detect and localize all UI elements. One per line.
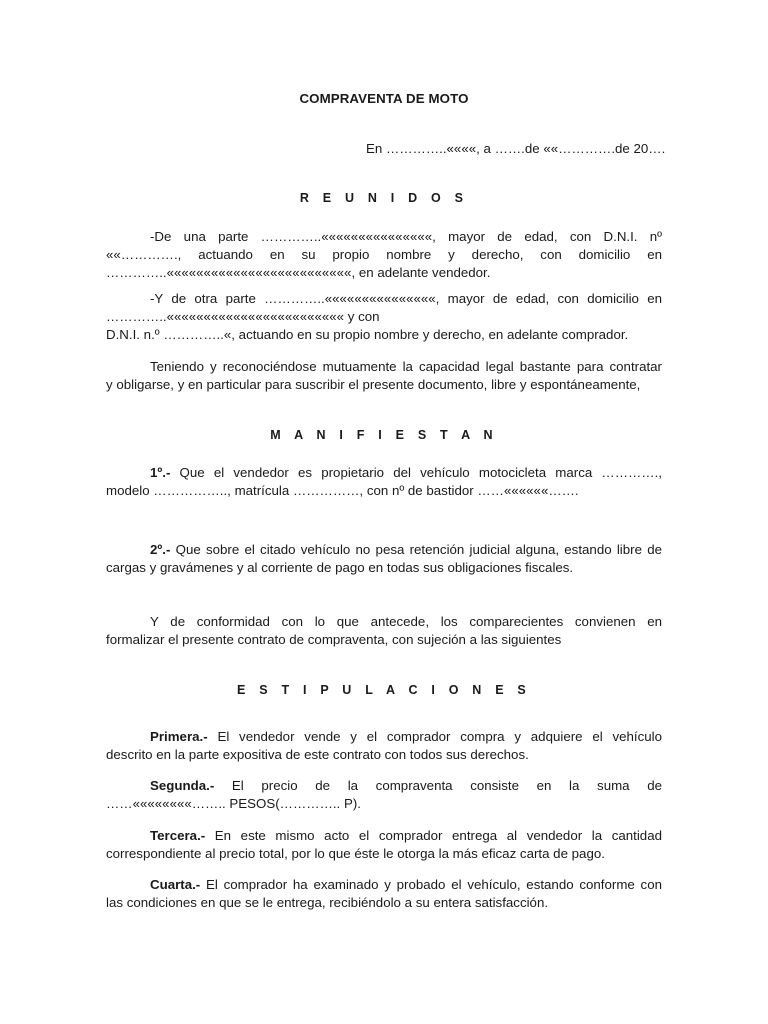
text-run: Y de conformidad con lo que antecede, los comparecientes convienen en — [150, 614, 662, 629]
paragraph-manifiesto-2 — [106, 541, 662, 577]
paragraph-estipulacion-cuarta — [106, 876, 662, 912]
section-heading-estipulaciones: E S T I P U L A C I O N E S — [237, 683, 531, 697]
text-line — [106, 541, 662, 559]
paragraph-manifiesto-1 — [106, 464, 662, 500]
clause-label: 2º.- — [150, 542, 171, 557]
paragraph-estipulacion-tercera — [106, 827, 662, 863]
text-run: ……««««««««…….. PESOS(………….. P). — [106, 796, 361, 811]
document-title: COMPRAVENTA DE MOTO — [299, 91, 469, 106]
text-line — [106, 376, 662, 394]
text-run: El vendedor vende y el comprador compra y adquiere el vehículo — [207, 729, 662, 744]
date-line: En …………..««««, a …….de ««………….de 20…. — [366, 141, 666, 156]
text-line — [106, 777, 662, 795]
text-line — [106, 290, 662, 308]
text-run: correspondiente al precio total, por lo que éste le otorga la más eficaz carta de pago. — [106, 846, 605, 861]
text-line — [106, 827, 662, 845]
paragraph-capacidad — [106, 358, 662, 394]
text-run: las condiciones en que se le entrega, recibiéndolo a su entera satisfacción. — [106, 895, 549, 910]
text-line — [106, 746, 662, 764]
text-line — [106, 482, 662, 500]
text-run: D.N.I. n.º …………..«, actuando en su propio nombre y derecho, en adelante comprador. — [106, 327, 629, 342]
clause-label: Cuarta.- — [150, 877, 201, 892]
text-run: formalizar el presente contrato de compraventa, con sujeción a las siguientes — [106, 632, 562, 647]
section-heading-manifiestan: M A N I F I E S T A N — [270, 428, 498, 442]
text-line — [106, 264, 662, 282]
text-line — [106, 894, 662, 912]
text-line — [106, 795, 662, 813]
paragraph-vendedor — [106, 228, 662, 282]
text-run: descrito en la parte expositiva de este contrato con todos sus derechos. — [106, 747, 529, 762]
text-run: Que sobre el citado vehículo no pesa retención judicial alguna, estando libre de — [170, 542, 662, 557]
text-line — [106, 308, 662, 326]
text-line — [106, 246, 662, 264]
clause-label: 1º.- — [150, 465, 171, 480]
text-run: …………..«««««««««««««««««««««««««, en adelante vendedor. — [106, 265, 491, 280]
text-run: -Y de otra parte …………..«««««««««««««««, mayor de edad, con domicilio en — [150, 291, 662, 306]
text-line — [106, 845, 662, 863]
text-run: Que el vendedor es propietario del vehículo motocicleta marca …………., — [170, 465, 662, 480]
text-line — [106, 728, 662, 746]
text-line — [106, 631, 662, 649]
text-run: El comprador ha examinado y probado el vehículo, estando conforme con — [200, 877, 662, 892]
text-run: -De una parte …………..«««««««««««««««, mayor de edad, con D.N.I. nº — [150, 229, 662, 244]
text-line — [106, 613, 662, 631]
text-line — [106, 464, 662, 482]
text-line — [106, 876, 662, 894]
paragraph-estipulacion-primera — [106, 728, 662, 764]
text-line — [106, 228, 662, 246]
text-run: …………..«««««««««««««««««««««««« y con — [106, 309, 380, 324]
text-run: El precio de la compraventa consiste en la suma de — [214, 778, 662, 793]
text-run: modelo …………….., matrícula ……………, con nº de bastidor ……««««««……. — [106, 483, 579, 498]
clause-label: Tercera.- — [150, 828, 206, 843]
clause-label: Segunda.- — [150, 778, 215, 793]
text-run: ««…………., actuando en su propio nombre y derecho, con domicilio en — [106, 247, 662, 262]
section-heading-reunidos: R E U N I D O S — [299, 191, 469, 205]
text-run: En este mismo acto el comprador entrega al vendedor la cantidad — [205, 828, 662, 843]
text-run: Teniendo y reconociéndose mutuamente la capacidad legal bastante para contratar — [150, 359, 662, 374]
paragraph-comprador — [106, 290, 662, 344]
paragraph-estipulacion-segunda — [106, 777, 662, 813]
text-line — [106, 326, 662, 344]
clause-label: Primera.- — [150, 729, 208, 744]
paragraph-conformidad — [106, 613, 662, 649]
text-run: y obligarse, y en particular para suscribir el presente documento, libre y espontáneamente, — [106, 377, 641, 392]
text-run: cargas y gravámenes y al corriente de pago en todas sus obligaciones fiscales. — [106, 560, 574, 575]
text-line — [106, 559, 662, 577]
text-line — [106, 358, 662, 376]
